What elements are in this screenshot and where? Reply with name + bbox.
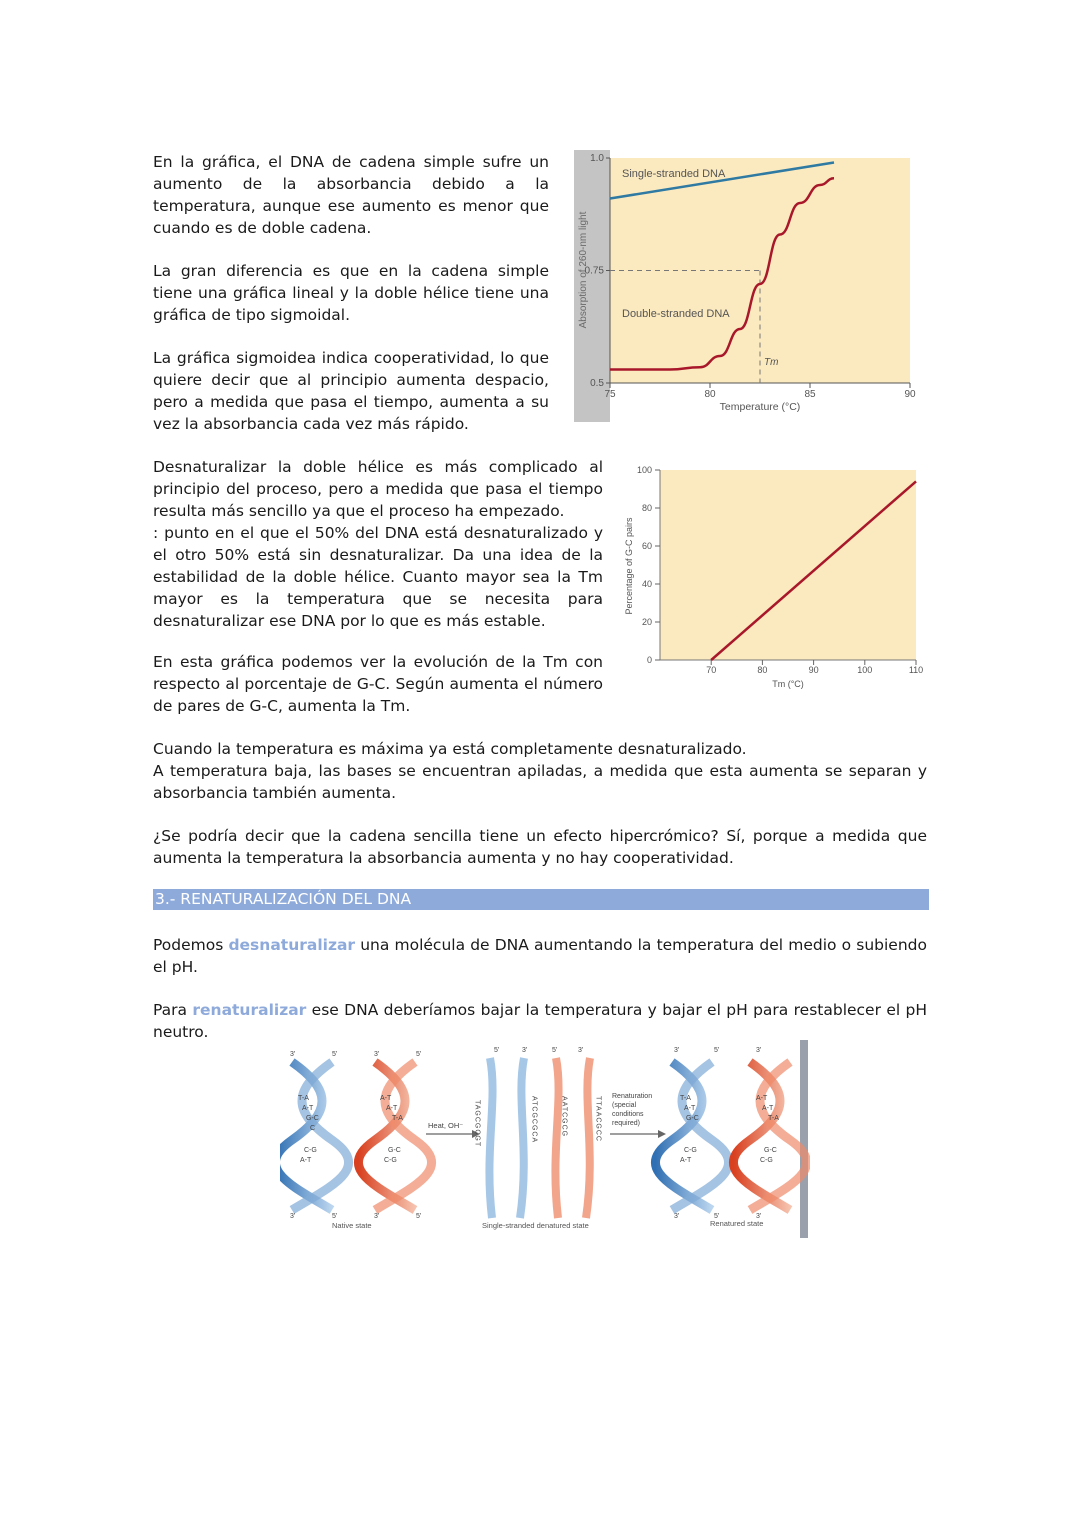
svg-text:T-A: T-A xyxy=(298,1095,309,1102)
dna-renaturation-diagram xyxy=(280,1040,810,1238)
svg-text:T-A: T-A xyxy=(768,1115,779,1122)
svg-text:5': 5' xyxy=(714,1047,720,1054)
keyword-desnaturalizar: desnaturalizar xyxy=(228,936,356,954)
svg-text:3': 3' xyxy=(756,1047,762,1054)
renatured-state-label: Renatured state xyxy=(710,1219,764,1228)
paragraph-renaturalizar: Para renaturalizar ese DNA deberíamos bajar la temperatura y bajar el pH para restablecer el pH neutro. xyxy=(153,1001,927,1041)
x-tick-label: 80 xyxy=(757,665,768,675)
svg-text:A-T: A-T xyxy=(386,1105,398,1112)
y-axis-label: Absorption of 260-nm light xyxy=(578,211,589,329)
single-strands xyxy=(489,1058,590,1218)
native-state-label: Native state xyxy=(332,1221,372,1230)
x-tick-label: 75 xyxy=(604,389,616,400)
svg-text:5': 5' xyxy=(552,1047,558,1054)
native-blue-helix xyxy=(280,1062,349,1210)
y-axis-label: Percentage of G-C pairs xyxy=(624,517,634,615)
y-tick-label: 80 xyxy=(641,503,652,513)
x-tick-label: 100 xyxy=(857,665,873,675)
svg-text:5': 5' xyxy=(494,1047,500,1054)
svg-text:C-G: C-G xyxy=(384,1157,397,1164)
y-tick-label: 0 xyxy=(646,655,652,665)
svg-text:(special: (special xyxy=(612,1102,637,1109)
keyword-renaturalizar: renaturalizar xyxy=(192,1001,307,1019)
svg-text:3': 3' xyxy=(290,1213,296,1220)
svg-text:Renaturation: Renaturation xyxy=(612,1093,653,1100)
x-tick-label: 85 xyxy=(804,389,816,400)
svg-text:3': 3' xyxy=(674,1047,680,1054)
svg-text:3': 3' xyxy=(578,1047,584,1054)
y-tick-label: 60 xyxy=(641,541,652,551)
svg-text:A-T: A-T xyxy=(380,1095,392,1102)
x-axis-label: Temperature (°C) xyxy=(719,401,801,413)
svg-text:5': 5' xyxy=(416,1051,422,1058)
svg-text:T-A: T-A xyxy=(392,1115,403,1122)
svg-text:A-T: A-T xyxy=(300,1157,312,1164)
paragraph-linear-vs-sigmoid: La gran diferencia es que en la cadena simple tiene una gráfica lineal y la doble hélice tiene una gráfica de tipo sigmoidal. xyxy=(153,262,549,324)
svg-text:ATCGCGCA: ATCGCGCA xyxy=(530,1096,538,1144)
x-tick-label: 70 xyxy=(706,665,717,675)
svg-text:AATCGCG: AATCGCG xyxy=(560,1096,568,1138)
svg-text:A-T: A-T xyxy=(762,1105,774,1112)
svg-text:3': 3' xyxy=(374,1051,380,1058)
x-axis-label: Tm (°C) xyxy=(772,679,804,689)
svg-text:C-G: C-G xyxy=(304,1147,317,1154)
x-tick-label: 80 xyxy=(704,389,716,400)
y-tick-label: 0.75 xyxy=(584,265,604,277)
svg-text:A-T: A-T xyxy=(302,1105,314,1112)
svg-text:C: C xyxy=(310,1125,316,1132)
svg-text:TTAACGCC: TTAACGCC xyxy=(594,1096,602,1142)
svg-text:C-G: C-G xyxy=(760,1157,773,1164)
svg-text:5': 5' xyxy=(332,1213,338,1220)
svg-text:3': 3' xyxy=(756,1213,762,1220)
svg-text:A-T: A-T xyxy=(756,1095,768,1102)
renatured-blue-helix xyxy=(655,1062,728,1210)
svg-text:5': 5' xyxy=(416,1213,422,1220)
single-stranded-label: Single-stranded denatured state xyxy=(482,1221,589,1230)
y-tick-label: 20 xyxy=(641,617,652,627)
y-tick-label: 0.5 xyxy=(590,378,604,389)
paragraph-desnaturalizar: Podemos desnaturalizar una molécula de DNA aumentando la temperatura del medio o subiendo el pH. xyxy=(153,936,927,976)
y-tick-label: 1.0 xyxy=(590,153,604,164)
paragraph-hyperchromic: ¿Se podría decir que la cadena sencilla tiene un efecto hipercrómico? Sí, porque a medida que aumenta la temperatura la absorbancia aumenta y no hay cooperatividad. xyxy=(153,827,927,867)
paragraph-denaturation: Desnaturalizar la doble hélice es más complicado al principio del proceso, pero a medida que pasa el tiempo resulta más sencillo ya que el proceso ha empezado. : punto en el que el 50% del DNA está desnaturalizado y el otro 50% está sin desnaturalizar. Da una idea de la estabilidad de la doble hélice. Cuanto mayor sea la Tm mayor es la temperatura que se necesita para desnaturalizar ese DNA por lo que es más estable. xyxy=(153,458,603,630)
x-tick-label: 110 xyxy=(908,665,924,675)
renatured-red-helix xyxy=(733,1062,806,1210)
legend-double-stranded: Double-stranded DNA xyxy=(622,308,730,320)
x-tick-label: 90 xyxy=(808,665,819,675)
y-tick-label: 40 xyxy=(641,579,652,589)
svg-text:3': 3' xyxy=(290,1051,296,1058)
svg-text:5': 5' xyxy=(332,1051,338,1058)
section-heading: 3.- RENATURALIZACIÓN DEL DNA xyxy=(153,889,929,910)
paragraph-tm-gc: En esta gráfica podemos ver la evolución de la Tm con respecto al porcentaje de G-C. Según aumenta el número de pares de G-C, aumenta la Tm. xyxy=(153,653,603,715)
paragraph-max-temp: Cuando la temperatura es máxima ya está completamente desnaturalizado. A temperatura baja, las bases se encuentran apiladas, a medida que esta aumenta se separan y absorbancia también aumenta. xyxy=(153,740,927,802)
native-red-helix xyxy=(358,1062,431,1210)
heat-label: Heat, OH⁻ xyxy=(428,1121,464,1130)
svg-text:required): required) xyxy=(612,1120,641,1127)
paragraph-absorbance: En la gráfica, el DNA de cadena simple sufre un aumento de la absorbancia debido a la temperatura, aunque ese aumento es menor que cuando es de doble cadena. xyxy=(153,153,549,237)
svg-text:TAGCGCGT: TAGCGCGT xyxy=(473,1100,481,1148)
svg-text:G-C: G-C xyxy=(306,1115,319,1122)
svg-text:C-G: C-G xyxy=(684,1147,697,1154)
paragraph-cooperativity: La gráfica sigmoidea indica cooperatividad, lo que quiere decir que al principio aumenta despacio, pero a medida que pasa el tiempo, aumenta a su vez la absorbancia cada vez más rápido. xyxy=(153,349,549,433)
svg-text:T-A: T-A xyxy=(680,1095,691,1102)
tm-annotation: Tm xyxy=(764,357,779,368)
svg-text:3': 3' xyxy=(674,1213,680,1220)
svg-text:5': 5' xyxy=(714,1213,720,1220)
gc-tm-chart xyxy=(620,462,930,694)
absorbance-chart xyxy=(574,150,924,422)
svg-text:A-T: A-T xyxy=(680,1157,692,1164)
svg-text:conditions: conditions xyxy=(612,1111,644,1118)
y-tick-label: 100 xyxy=(636,465,652,475)
svg-text:G-C: G-C xyxy=(388,1147,401,1154)
svg-text:G-C: G-C xyxy=(686,1115,699,1122)
svg-text:A-T: A-T xyxy=(684,1105,696,1112)
x-tick-label: 90 xyxy=(904,389,916,400)
plot-area xyxy=(660,470,916,660)
svg-text:3': 3' xyxy=(374,1213,380,1220)
svg-text:G-C: G-C xyxy=(764,1147,777,1154)
svg-text:3': 3' xyxy=(522,1047,528,1054)
legend-single-stranded: Single-stranded DNA xyxy=(622,168,726,180)
